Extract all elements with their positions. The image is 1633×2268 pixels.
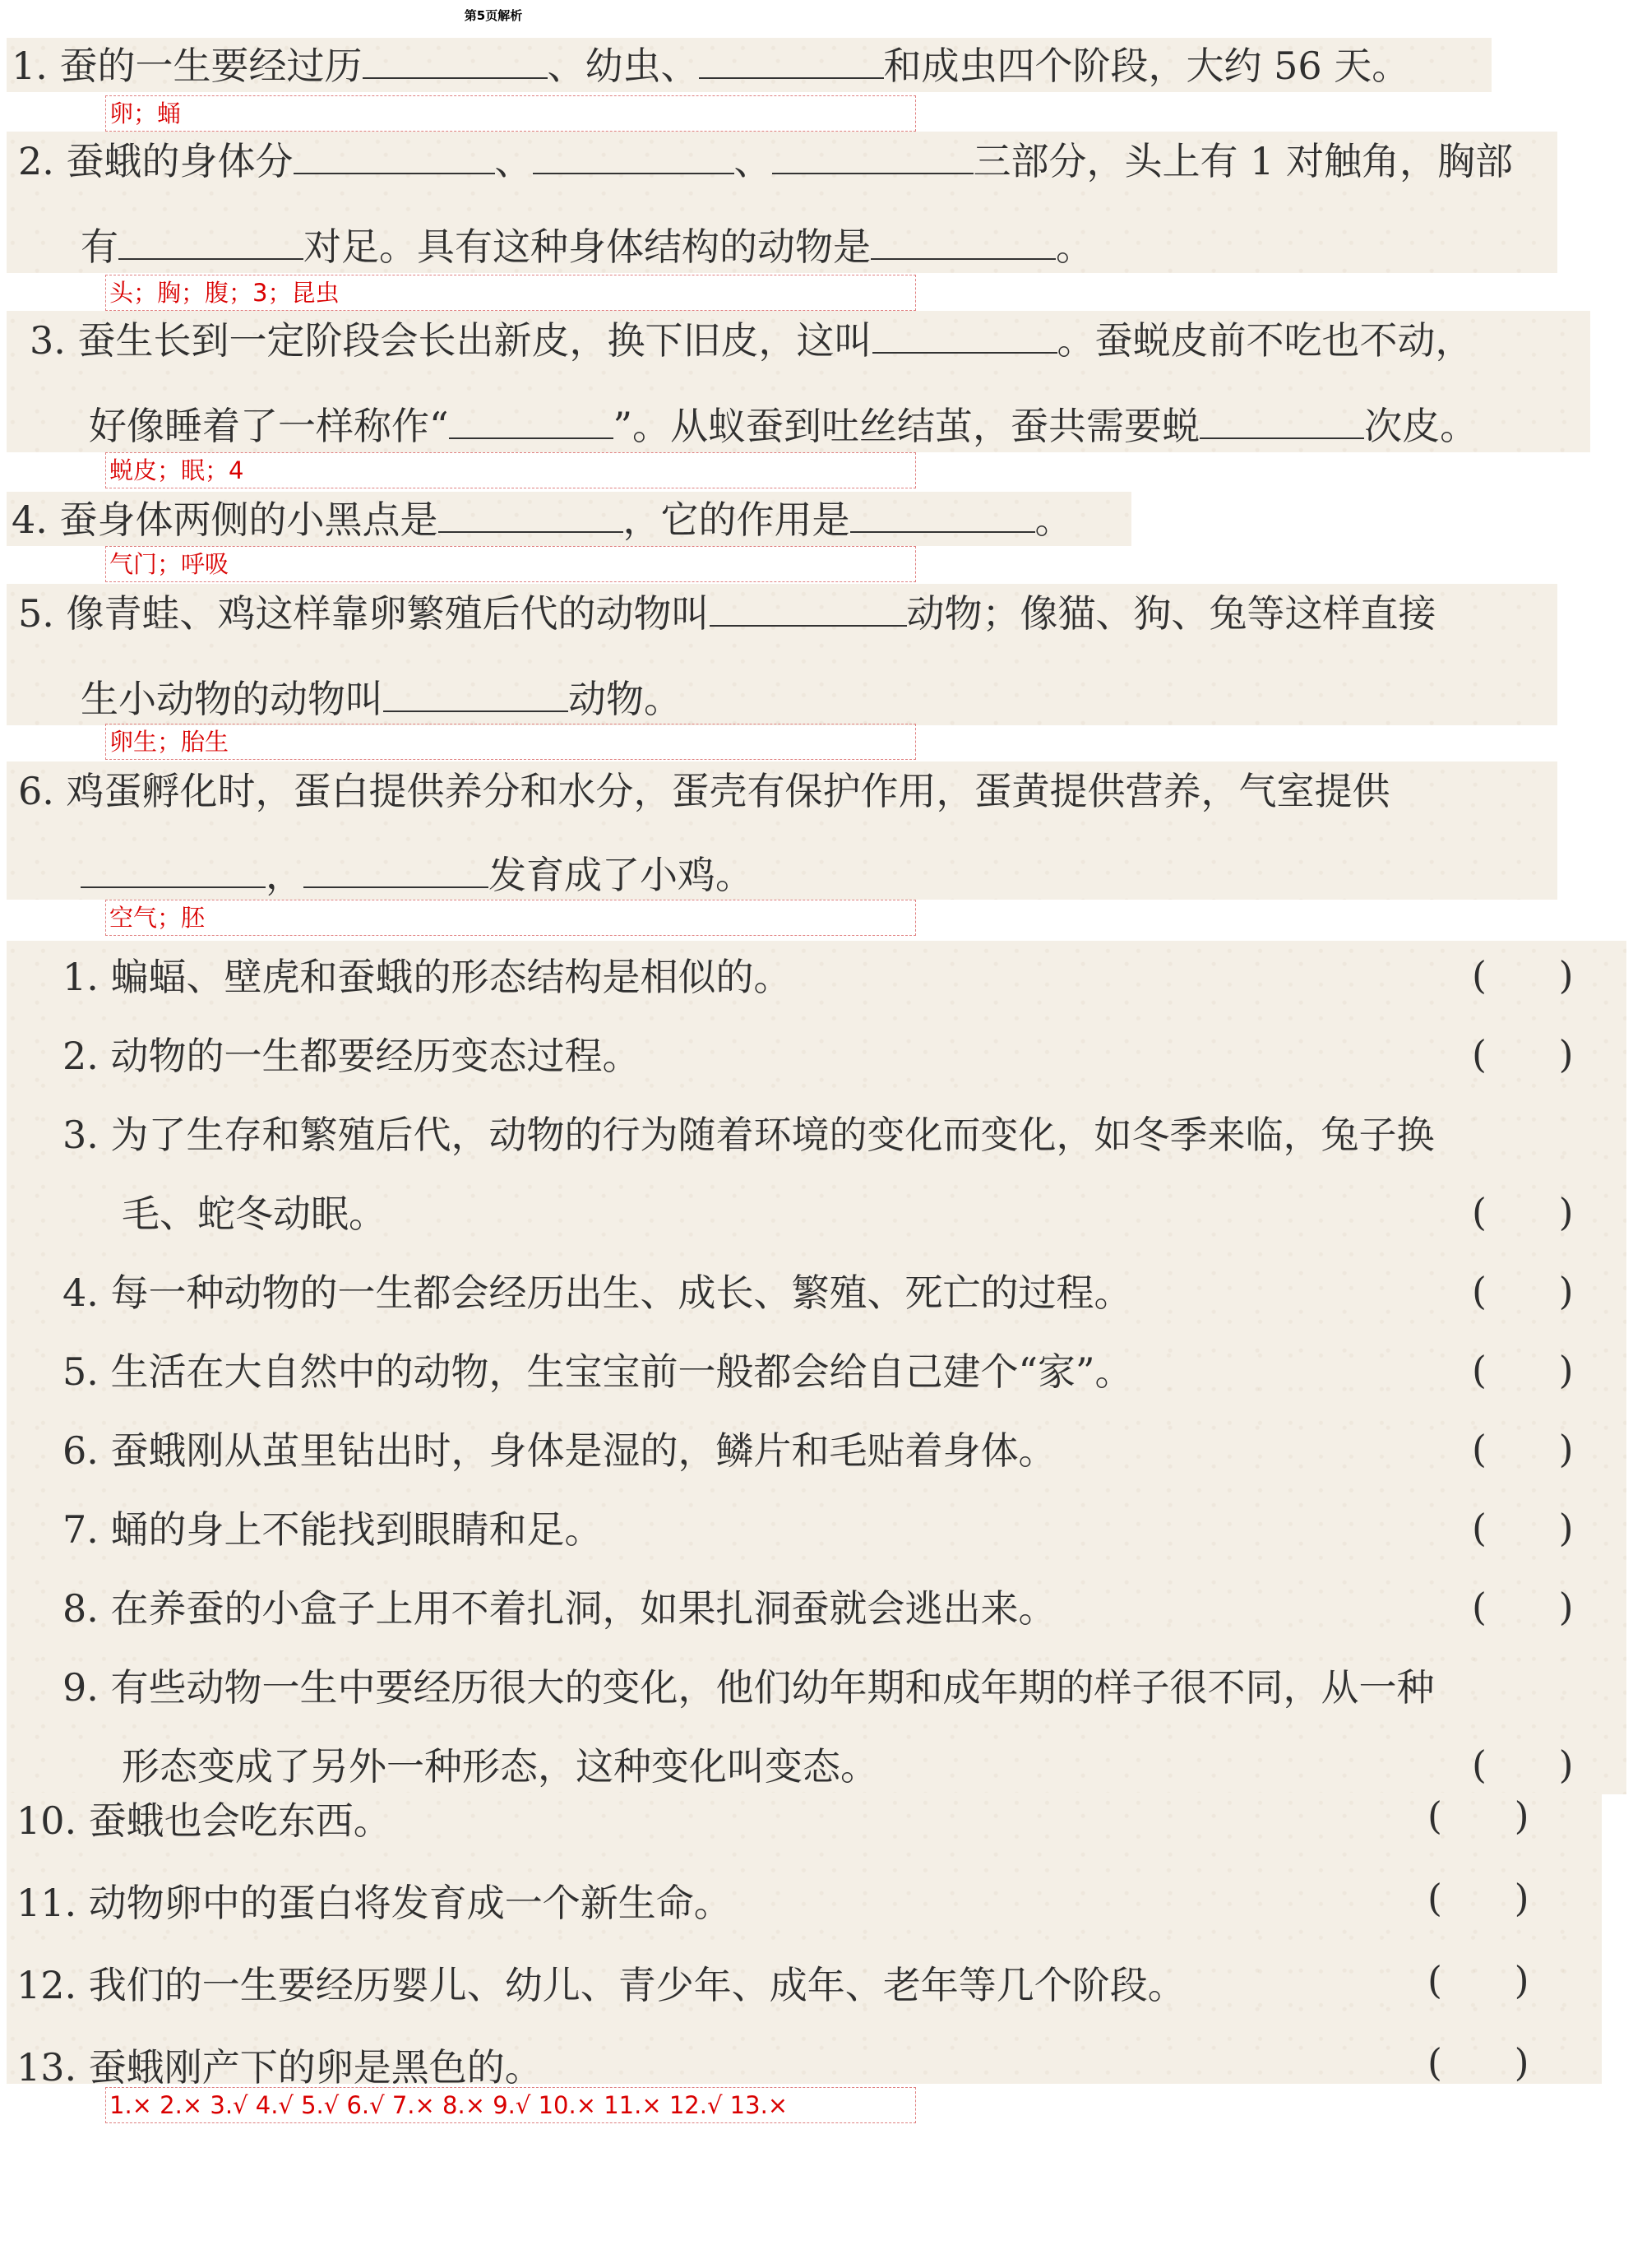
answer-paren: ( )	[1427, 2040, 1529, 2085]
question-text: 动物；像猫、狗、兔等这样直接	[906, 591, 1436, 636]
item-number: 11.	[16, 1881, 77, 1925]
question-3-line-1	[30, 317, 1473, 363]
answer-paren: ( )	[1472, 1506, 1574, 1550]
question-text: 有	[81, 224, 118, 269]
answer-blank	[118, 225, 303, 260]
item-number: 4.	[62, 1271, 99, 1315]
judge-item-7	[62, 1507, 603, 1553]
question-text: ，	[266, 853, 303, 897]
question-text: 蚕的一生要经过历	[59, 44, 363, 88]
item-number: 10.	[16, 1798, 77, 1843]
item-number: 3.	[62, 1113, 99, 1157]
question-text: 像青蛙、鸡这样靠卵繁殖后代的动物叫	[66, 591, 710, 636]
judge-item-3	[62, 1112, 1435, 1158]
judge-item-3-line-2: 毛、蛇冬动眠。	[122, 1192, 386, 1236]
item-number: 8.	[62, 1586, 99, 1631]
question-text: 动物。	[568, 677, 682, 721]
question-text: 好像睡着了一样称作“	[89, 404, 449, 448]
item-number: 12.	[16, 1963, 77, 2007]
question-4	[12, 497, 1073, 543]
judge-item-8	[62, 1585, 1057, 1632]
answer-blank	[699, 44, 884, 79]
judge-item-9-line-2: 形态变成了另外一种形态，这种变化叫变态。	[122, 1744, 878, 1789]
question-text: 、幼虫、	[547, 44, 699, 88]
answer-blank	[303, 854, 488, 888]
question-number: 5.	[18, 591, 54, 636]
item-text: 生活在大自然中的动物，生宝宝前一般都会给自己建个“家”。	[110, 1349, 1133, 1394]
answer-paren: ( )	[1472, 953, 1574, 997]
page-title: 第5页解析	[464, 8, 523, 23]
question-6-line-2	[81, 852, 753, 898]
item-text: 有些动物一生中要经历很大的变化，他们幼年期和成年期的样子很不同，从一种	[110, 1665, 1435, 1710]
item-number: 2.	[62, 1034, 99, 1078]
answer-box-4: 气门；呼吸	[105, 546, 916, 582]
answer-blank	[872, 319, 1057, 354]
item-text: 蛹的身上不能找到眼睛和足。	[110, 1507, 603, 1552]
question-text: 和成虫四个阶段，大约 56 天。	[883, 44, 1410, 88]
question-text: 三部分，头上有 1 对触角，胸部	[973, 139, 1514, 183]
answer-blank	[772, 140, 974, 174]
item-text: 动物的一生都要经历变态过程。	[110, 1034, 641, 1078]
question-2-line-1	[18, 138, 1513, 184]
judge-item-4	[62, 1270, 1132, 1316]
answer-blank	[449, 405, 613, 439]
answer-blank	[363, 44, 548, 79]
item-number: 5.	[62, 1349, 99, 1394]
question-number: 1.	[12, 44, 48, 88]
question-text: 。蚕蜕皮前不吃也不动，	[1057, 318, 1473, 363]
question-text: 对足。具有这种身体结构的动物是	[303, 224, 871, 269]
question-number: 4.	[12, 498, 48, 542]
question-5-line-1	[18, 590, 1436, 636]
question-number: 2.	[18, 139, 54, 183]
judge-item-13	[16, 2044, 543, 2090]
judge-item-1	[62, 954, 792, 1000]
item-number: 1.	[62, 955, 99, 999]
answer-blank	[1200, 405, 1364, 439]
question-text: 蚕蛾的身体分	[66, 139, 294, 183]
question-number: 6.	[18, 769, 54, 813]
judge-item-9	[62, 1664, 1435, 1710]
question-text: ，它的作用是	[622, 498, 850, 542]
judge-item-2	[62, 1033, 641, 1079]
item-text: 每一种动物的一生都会经历出生、成长、繁殖、死亡的过程。	[110, 1271, 1132, 1315]
answer-box-5: 卵生；胎生	[105, 724, 916, 760]
judge-item-5	[62, 1349, 1133, 1395]
question-5-line-2	[81, 676, 682, 722]
judge-item-10	[16, 1798, 391, 1844]
answer-box-6: 空气；胚	[105, 900, 916, 936]
answer-paren: ( )	[1427, 1794, 1529, 1838]
question-text: 发育成了小鸡。	[488, 853, 753, 897]
item-text: 蚕蛾刚产下的卵是黑色的。	[88, 2045, 543, 2090]
answer-paren: ( )	[1472, 1585, 1574, 1629]
judge-item-12	[16, 1962, 1186, 2008]
question-text: 。	[1056, 224, 1094, 269]
question-text: 生小动物的动物叫	[81, 677, 383, 721]
question-text: 蚕生长到一定阶段会长出新皮，换下旧皮，这叫	[77, 318, 872, 363]
answer-paren: ( )	[1427, 1876, 1529, 1920]
item-text: 蚕蛾也会吃东西。	[88, 1798, 391, 1843]
item-number: 7.	[62, 1507, 99, 1552]
answer-paren: ( )	[1472, 1032, 1574, 1076]
answer-blank	[81, 854, 266, 888]
question-3-line-2	[89, 403, 1478, 449]
item-text: 蝙蝠、壁虎和蚕蛾的形态结构是相似的。	[110, 955, 792, 999]
item-number: 9.	[62, 1665, 99, 1710]
question-text: ”。从蚁蚕到吐丝结茧，蚕共需要蜕	[613, 404, 1200, 448]
answer-paren: ( )	[1472, 1190, 1574, 1234]
question-number: 3.	[30, 318, 66, 363]
item-text: 我们的一生要经历婴儿、幼儿、青少年、成年、老年等几个阶段。	[88, 1963, 1186, 2007]
answer-blank	[438, 498, 623, 533]
item-text: 动物卵中的蛋白将发育成一个新生命。	[88, 1881, 732, 1925]
answer-paren: ( )	[1472, 1269, 1574, 1313]
question-text: 蚕身体两侧的小黑点是	[59, 498, 438, 542]
answer-paren: ( )	[1427, 1958, 1529, 2002]
answer-box-2: 头；胸；腹；3；昆虫	[105, 275, 916, 311]
answer-blank	[383, 678, 568, 712]
item-number: 6.	[62, 1428, 99, 1473]
question-text: 鸡蛋孵化时，蛋白提供养分和水分，蛋壳有保护作用，蛋黄提供营养，气室提供	[66, 769, 1390, 813]
judge-item-11	[16, 1880, 732, 1926]
question-text: 、	[494, 139, 533, 183]
question-text: 。	[1034, 498, 1073, 542]
question-text: 、	[733, 139, 772, 183]
answer-blank	[710, 592, 907, 627]
answer-paren: ( )	[1472, 1427, 1574, 1471]
question-6-line-1	[18, 768, 1390, 814]
answer-paren: ( )	[1472, 1743, 1574, 1787]
answer-blank	[871, 225, 1056, 260]
answer-blank	[850, 498, 1035, 533]
item-number: 13.	[16, 2045, 77, 2090]
question-text: 次皮。	[1364, 404, 1478, 448]
answer-box-judge: 1.× 2.× 3.√ 4.√ 5.√ 6.√ 7.× 8.× 9.√ 10.× 11.× 12.√ 13.×	[105, 2087, 916, 2123]
item-text: 蚕蛾刚从茧里钻出时，身体是湿的，鳞片和毛贴着身体。	[110, 1428, 1057, 1473]
item-text: 为了生存和繁殖后代，动物的行为随着环境的变化而变化，如冬季来临，兔子换	[110, 1113, 1435, 1157]
judge-item-6	[62, 1428, 1057, 1474]
question-2-line-2	[81, 224, 1094, 270]
answer-box-1: 卵；蛹	[105, 95, 916, 132]
question-1	[12, 43, 1409, 89]
item-text: 在养蚕的小盒子上用不着扎洞，如果扎洞蚕就会逃出来。	[110, 1586, 1057, 1631]
answer-blank	[294, 140, 495, 174]
answer-paren: ( )	[1472, 1348, 1574, 1392]
answer-blank	[533, 140, 734, 174]
answer-box-3: 蜕皮；眠；4	[105, 452, 916, 488]
